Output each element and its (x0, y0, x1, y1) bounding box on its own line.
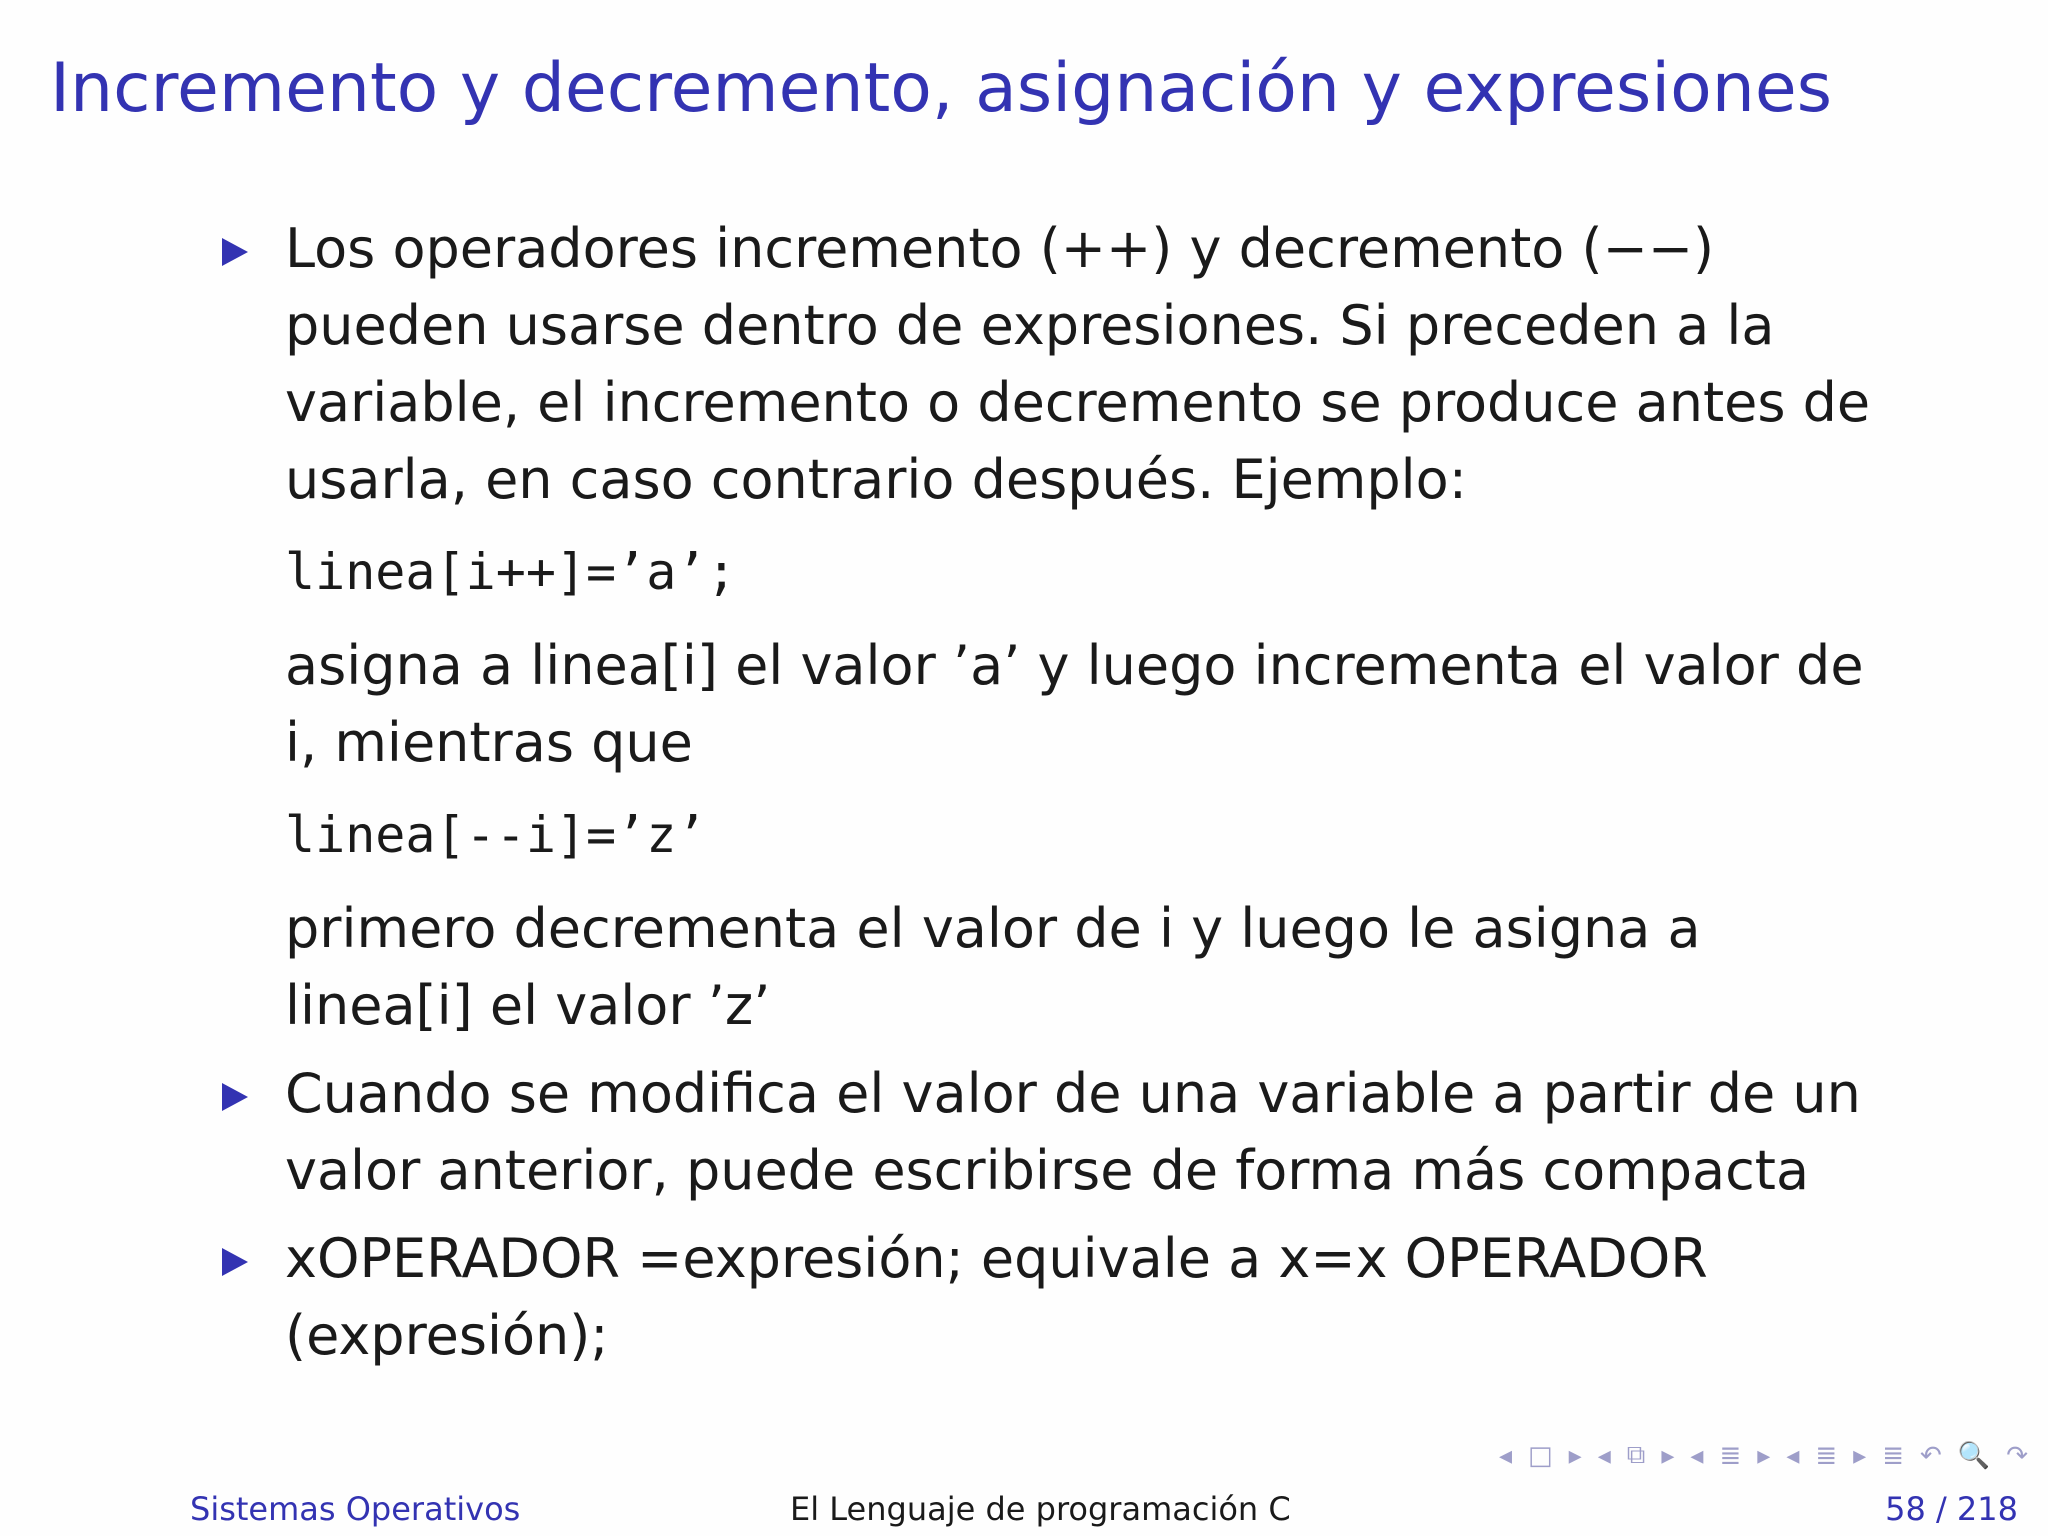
page-number: 58 / 218 (1885, 1490, 2018, 1528)
triangle-bullet-icon (222, 1083, 248, 1111)
nav-next-presentation-icon[interactable]: ▸ (1853, 1440, 1867, 1471)
bullet-1-explanation-2: primero decrementa el valor de i y luego le asigna a linea[i] el valor ’z’ (285, 897, 1701, 1037)
slide-content (215, 210, 1875, 1374)
nav-next-subsection-icon[interactable]: ▸ (1661, 1440, 1675, 1471)
forward-icon[interactable]: ↷ (2006, 1440, 2028, 1471)
nav-prev-section-icon[interactable]: ◂ (1690, 1440, 1704, 1471)
nav-prev-subsection-icon[interactable]: ◂ (1597, 1440, 1611, 1471)
frame-icon[interactable]: □ (1528, 1440, 1553, 1471)
bullet-1-text: Los operadores incremento (++) y decremento (−−) pueden usarse dentro de expresiones. Si preceden a la variable, el incremento o decremento se produce antes de usarla, en caso contrario después. Ejemplo: (285, 217, 1871, 511)
bullet-1-explanation-1: asigna a linea[i] el valor ’a’ y luego incrementa el valor de i, mientras que (285, 634, 1864, 774)
toc-icon[interactable]: ≣ (1882, 1440, 1905, 1471)
footer-course: Sistemas Operativos (190, 1490, 521, 1528)
search-icon[interactable]: 🔍 (1957, 1440, 1991, 1471)
bullet-item-2 (215, 1055, 1875, 1209)
bullet-3-text: xOPERADOR =expresión; equivale a x=x OPERADOR (expresión); (285, 1227, 1708, 1367)
triangle-bullet-icon (222, 1248, 248, 1276)
beamer-navigation (1499, 1440, 2028, 1471)
nav-next-frame-icon[interactable]: ▸ (1568, 1440, 1582, 1471)
section-icon[interactable]: ≣ (1719, 1440, 1742, 1471)
slide-footer (0, 1490, 2048, 1536)
nav-prev-presentation-icon[interactable]: ◂ (1786, 1440, 1800, 1471)
presentation-icon[interactable]: ≣ (1815, 1440, 1838, 1471)
bullet-2-text: Cuando se modifica el valor de una variable a partir de un valor anterior, puede escribirse de forma más compacta (285, 1062, 1861, 1202)
triangle-bullet-icon (222, 238, 248, 266)
subsection-icon[interactable]: ⧉ (1626, 1440, 1646, 1470)
slide-title: Incremento y decremento, asignación y expresiones (50, 49, 1833, 128)
footer-topic: El Lenguaje de programación C (790, 1490, 1291, 1528)
code-example-1: linea[i++]=’a’; (285, 543, 737, 601)
nav-next-section-icon[interactable]: ▸ (1757, 1440, 1771, 1471)
bullet-item-3 (215, 1220, 1875, 1374)
code-example-2: linea[--i]=’z’ (285, 806, 707, 864)
back-icon[interactable]: ↶ (1920, 1440, 1942, 1471)
nav-prev-frame-icon[interactable]: ◂ (1498, 1440, 1513, 1471)
bullet-item-1 (215, 210, 1875, 1044)
